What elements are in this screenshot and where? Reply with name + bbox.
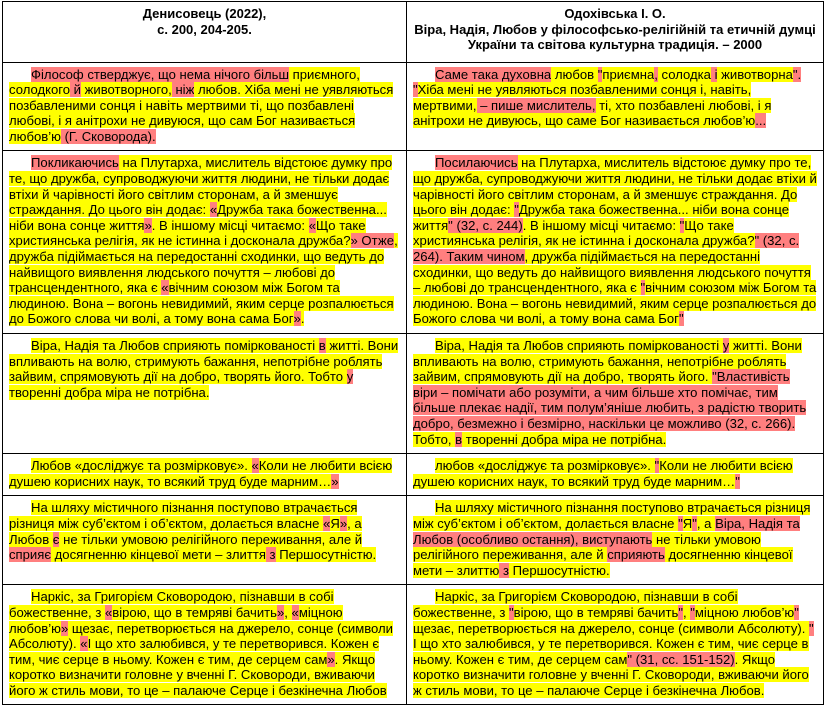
right-paragraph xyxy=(413,589,817,698)
diff-segment: " xyxy=(678,311,684,327)
match-segment: Коли не любити всією душею корисних наук, то всякий труд буде марним… xyxy=(413,458,793,489)
match-segment: І що хто залюбився, у те перетворився. Кожен є тим, чиє серце в ньому. Кожен є тим, де серцем сам xyxy=(413,636,809,667)
diff-segment: Віра, Надія та Любов (особливо остання), виступають xyxy=(413,515,800,547)
match-segment: Наркіс, за Григорієм Сковородою, пізнавши в собі божественне, з xyxy=(9,589,334,620)
header-right-line1: Одохівська І. О. xyxy=(564,6,666,21)
diff-segment: " xyxy=(692,515,697,531)
diff-segment: " xyxy=(678,515,683,531)
left-cell xyxy=(3,334,407,454)
match-segment: , дружба підіймається на передостанні сходинки, що ведуть до найвищого виявлення людського почуття – любові до трансцендентного, яка є xyxy=(9,233,398,296)
match-segment: не тільки умовою релігійного переживання, але й xyxy=(59,531,363,547)
header-left-line2: с. 200, 204-205. xyxy=(157,21,252,37)
match-segment: приємного, солодкого xyxy=(9,66,360,98)
left-paragraph xyxy=(9,458,400,489)
match-segment: . xyxy=(300,311,305,327)
diff-segment: » Отже xyxy=(350,233,395,249)
diff-segment: " (31, сс. 151-152) xyxy=(627,651,735,667)
diff-segment: " (32, с. 244) xyxy=(448,217,523,233)
comparison-table xyxy=(2,1,824,705)
diff-segment: « xyxy=(308,217,316,233)
diff-segment: » xyxy=(144,217,152,233)
match-segment: Віра, Надія та Любов сприяють поміркованості xyxy=(31,338,319,353)
right-cell xyxy=(407,454,824,496)
diff-segment: " xyxy=(654,458,660,474)
match-segment: Першосутністю. xyxy=(509,562,610,578)
match-segment: щезає, перетворюється на джерело, сонце (символи Абсолюту). xyxy=(413,620,810,636)
match-segment: . В іншому місці читаємо: xyxy=(151,217,309,233)
match-segment: вічним союзом між Богом та людиною. Вона – вогонь невидимий, яким серце розпалюється до Божого слова чи волі, а тому вона сама Бог xyxy=(413,280,817,327)
diff-segment: « xyxy=(323,515,331,531)
diff-segment: Саме така духовна xyxy=(435,66,552,82)
diff-segment: – пише мислитель, xyxy=(476,97,596,113)
right-cell xyxy=(407,496,824,585)
right-cell xyxy=(407,334,824,454)
match-segment: Наркіс, за Григорієм Сковородою, пізнавши в собі божественне, з xyxy=(413,589,738,620)
diff-segment: " xyxy=(809,620,814,636)
match-segment: Я xyxy=(330,515,340,531)
diff-segment: » xyxy=(339,515,348,531)
match-segment: Хіба мені не уявляються позбавленими сонця і, навіть, мертвими, xyxy=(413,82,752,113)
left-cell xyxy=(3,151,407,334)
diff-segment: в xyxy=(318,338,326,353)
match-segment: досягненню кінцевої мети – злиття xyxy=(51,547,266,563)
header-left-line1: Денисовець (2022), xyxy=(142,6,267,21)
diff-segment: Філософ стверджує, що нема нічого більш xyxy=(31,66,289,82)
table-row xyxy=(3,151,824,334)
match-segment: , а xyxy=(696,515,716,531)
diff-segment: Покликаючись xyxy=(31,155,119,171)
diff-segment: , xyxy=(654,66,658,82)
diff-segment: " xyxy=(640,280,646,296)
diff-segment: " xyxy=(508,604,514,620)
match-segment: Тобто, xyxy=(413,431,456,447)
diff-segment: " xyxy=(413,82,418,98)
table-row xyxy=(3,334,824,454)
diff-segment: « xyxy=(104,604,113,620)
diff-segment: » xyxy=(293,311,301,327)
match-segment: міцною любов’ю xyxy=(694,604,795,620)
right-cell xyxy=(407,151,824,334)
diff-segment: « xyxy=(80,636,88,652)
diff-segment: « xyxy=(291,604,299,620)
diff-segment: й xyxy=(70,82,81,98)
match-segment: любов «досліджує та розмірковує». xyxy=(435,458,655,474)
diff-segment: в xyxy=(455,431,463,447)
diff-segment: " xyxy=(678,604,683,620)
left-cell xyxy=(3,62,407,151)
diff-segment: " xyxy=(679,217,685,233)
match-segment: любов. Хіба мені не уявляються позбавленими сонця і навіть мертвими ті, що позбавлені любові, і я анітрохи не дивуюся, що сам Бог називається любов’ю xyxy=(9,82,394,144)
match-segment: Що таке християнська релігія, як не істинна і досконала дружба? xyxy=(9,217,366,249)
header-right xyxy=(407,2,824,63)
diff-segment: ... xyxy=(755,113,767,129)
table-row xyxy=(3,496,824,585)
diff-segment: "Властивість віри – помічати або розуміти, а чим більше хто помічає, тим більше плекає надії, тим полум’яніше любить, з радістю творить добро, безмежно і безмірно, наскільки це можливо (32, с. 266). xyxy=(413,369,807,431)
match-segment: , дружба підіймається на передостанні сходинки, що ведуть до найвищого виявлення людського почуття – любові до трансцендентного, яка є xyxy=(413,249,811,296)
diff-segment: у xyxy=(722,338,730,353)
match-segment: На шляху містичного пізнання поступово втрачається різниця між суб’єктом і об’єктом, долається власне xyxy=(413,500,811,531)
diff-segment: сприяє xyxy=(9,547,52,563)
left-cell xyxy=(3,454,407,496)
diff-segment: Посилаючись xyxy=(435,155,518,171)
table-row xyxy=(3,62,824,151)
diff-segment: " xyxy=(794,604,799,620)
diff-segment: (Г. Сковорода). xyxy=(60,128,156,144)
match-segment: животворного, xyxy=(81,82,172,98)
diff-segment: » xyxy=(327,651,335,667)
header-row xyxy=(3,2,824,63)
diff-segment: з xyxy=(499,562,509,578)
diff-segment: є xyxy=(52,531,60,547)
match-segment: не тільки умовою релігійного переживання, але й xyxy=(413,531,761,563)
match-segment: приємна xyxy=(602,66,655,82)
match-segment: любов xyxy=(551,66,598,82)
left-cell xyxy=(3,585,407,705)
right-paragraph xyxy=(413,338,817,447)
diff-segment: " xyxy=(690,604,695,620)
diff-segment: » xyxy=(276,604,285,620)
match-segment: міцною любов’ю xyxy=(9,604,343,636)
diff-segment: ніж xyxy=(171,82,195,98)
diff-segment: « xyxy=(251,458,259,474)
match-segment: творенні добра міра не потрібна. xyxy=(462,431,667,447)
diff-segment: » xyxy=(60,620,69,636)
match-segment: житті. Вони впливають на волю, стримують бажання, непотрібне роблять зайвим, спрямовують дії на добро, творять його. Тобто xyxy=(9,338,399,385)
diff-segment: " xyxy=(735,473,740,489)
match-segment: ті, хто позбавлені любові, і я анітрохи не дивуюсь, що саме Бог називається любов’ю xyxy=(413,97,772,129)
match-segment: Що таке християнська релігія, як не істинна і досконала дружба? xyxy=(413,217,755,249)
match-segment: . В іншому місці читаємо: xyxy=(522,217,680,233)
match-segment: житті. Вони впливають на волю, стримують бажання, непотрібне роблять зайвим, спрямовують дії на добро, творять його. xyxy=(413,338,802,385)
match-segment: Першосутністю. xyxy=(275,547,377,563)
diff-segment: " (32, с. 264). Таким чином xyxy=(413,233,800,265)
diff-segment: у xyxy=(346,369,354,385)
match-segment: І що хто залюбився, у те перетворився. Кожен є тим, чиє серце в ньому. Кожен є тим, де серцем сам xyxy=(9,636,380,667)
diff-segment: » xyxy=(331,473,339,489)
match-segment: на Плутарха, мислитель відстоює думку про те, що дружба, супроводжуючи життя людини, не тільки додає втіхи й чарівності його світлим сторонам, а й зменшує страждання. До цього він додає: xyxy=(9,155,393,218)
left-paragraph xyxy=(9,338,400,400)
match-segment: . Якщо коротко визначити головне у вченні Г. Сковороди, вживаючи його ж стиль мови, то це – палаюче Серце і безкінечна Любов xyxy=(9,651,387,698)
diff-segment: « xyxy=(209,202,218,218)
match-segment: творенні добра міра не потрібна. xyxy=(9,384,210,400)
match-segment: щезає, перетворюється на джерело, сонце (символи Абсолюту). xyxy=(9,620,393,652)
match-segment: вірою, що в темряві бачить xyxy=(513,604,679,620)
diff-segment: « xyxy=(161,280,169,296)
match-segment: , xyxy=(284,604,292,620)
header-left xyxy=(3,2,407,63)
match-segment: На шляху містичного пізнання поступово втрачається різниця між суб’єктом і об’єктом, долається власне xyxy=(9,500,358,531)
match-segment: Дружба така божественна... ніби вона сонце життя xyxy=(9,202,387,233)
match-segment: животворна xyxy=(717,66,793,82)
diff-segment: з xyxy=(265,547,276,563)
match-segment: Я xyxy=(682,515,693,531)
left-paragraph xyxy=(9,67,400,145)
diff-segment: сприяють xyxy=(607,547,665,563)
match-segment: Коли не любити всією душею корисних наук, то всякий труд буде марним… xyxy=(9,458,393,489)
match-segment: солодка xyxy=(657,66,711,82)
left-paragraph xyxy=(9,155,400,327)
match-segment: . Якщо коротко визначити головне у вченні Г. Сковороди, вживаючи його ж стиль мови, то це – палаюче Серце і безкінечна Любов. xyxy=(413,651,809,698)
match-segment: Любов «досліджує та розмірковує». xyxy=(31,458,252,474)
right-paragraph xyxy=(413,458,817,489)
right-cell xyxy=(407,62,824,151)
match-segment: Віра, Надія та Любов сприяють поміркованості xyxy=(435,338,723,353)
right-paragraph xyxy=(413,500,817,578)
match-segment: вірою, що в темряві бачить xyxy=(112,604,277,620)
match-segment: вічним союзом між Богом та людиною. Вона – вогонь невидимий, яким серце розпалюється до Божого слова чи волі, а тому вона сама Бог xyxy=(9,280,394,327)
left-cell xyxy=(3,496,407,585)
header-right-line2: Віра, Надія, Любов у філософсько-релігійній та етичній думці України та світова культурна традиція. – 2000 xyxy=(414,21,816,52)
match-segment: на Плутарха, мислитель відстоює думку про те, що дружба, супроводжуючи життя людини, не тільки додає втіхи й чарівності його світлим сторонам, а й зменшує страждання. До цього він додає: xyxy=(413,155,817,218)
diff-segment: ". xyxy=(792,66,802,82)
diff-segment: " xyxy=(597,66,603,82)
table-row xyxy=(3,585,824,705)
match-segment: Дружба така божественна... ніби вона сонце життя xyxy=(413,202,789,233)
right-paragraph xyxy=(413,155,817,327)
match-segment: , а Любов xyxy=(9,515,362,547)
right-paragraph xyxy=(413,67,817,129)
right-cell xyxy=(407,585,824,705)
match-segment: , xyxy=(682,604,691,620)
match-segment: досягненню кінцевої мети – злиттю xyxy=(413,547,793,578)
left-paragraph xyxy=(9,500,400,562)
diff-segment: і xyxy=(710,66,718,82)
left-paragraph xyxy=(9,589,400,698)
table-row xyxy=(3,454,824,496)
diff-segment: " xyxy=(514,202,519,218)
